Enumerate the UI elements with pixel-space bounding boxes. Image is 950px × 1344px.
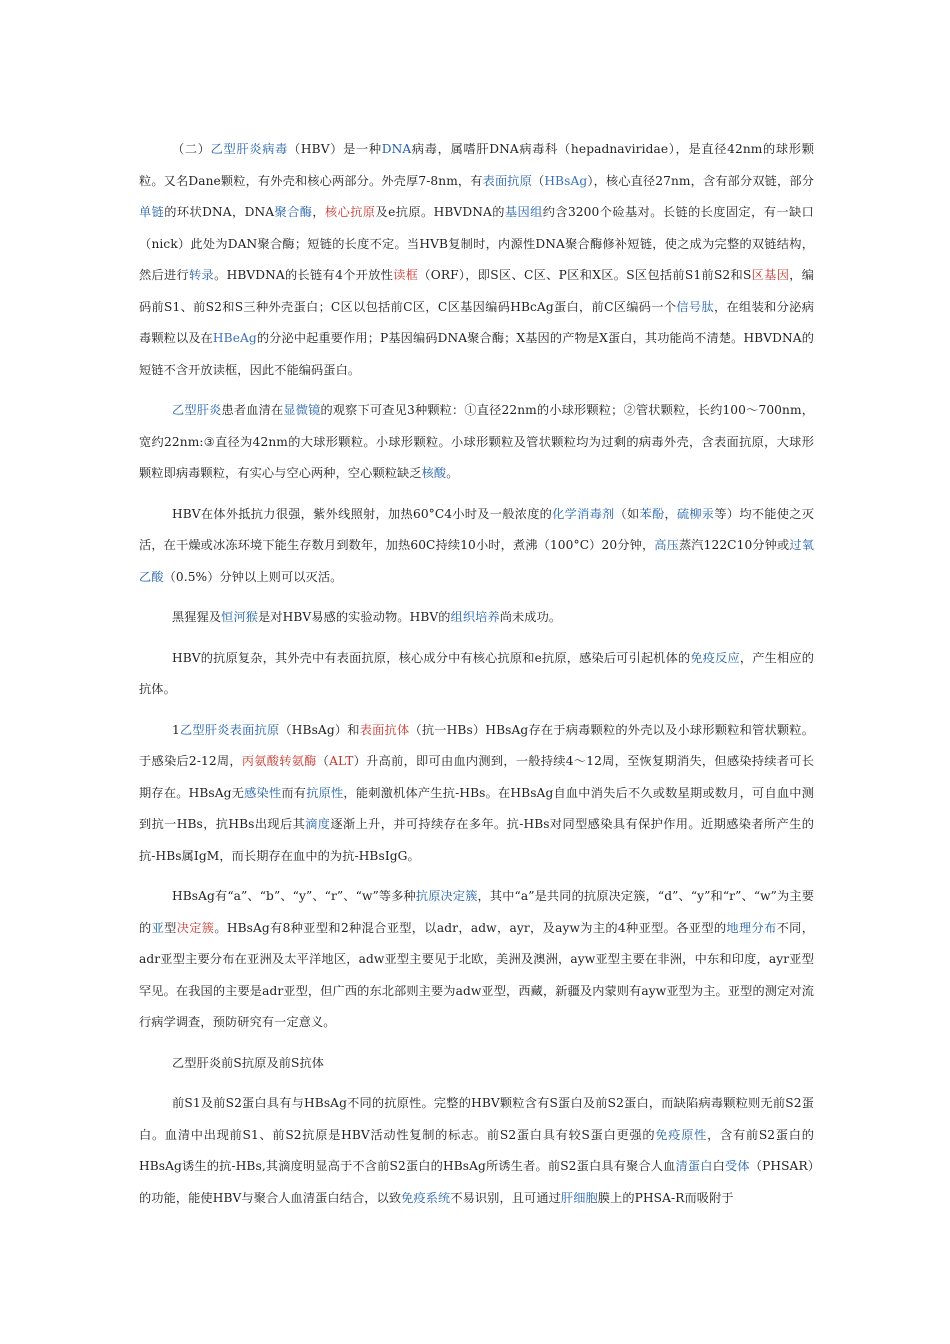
term-link[interactable]: 硫柳汞: [676, 506, 715, 521]
text-run: HBsAg有“a”、“b”、“y”、“r”、“w”等多种: [172, 889, 416, 903]
paragraph-pre-s-heading: [139, 1048, 814, 1080]
text-run: 乙型肝炎前S抗原及前S抗体: [172, 1055, 325, 1070]
term-link[interactable]: 乙型肝炎病毒: [210, 142, 289, 156]
text-run: （HBsAg）和: [279, 722, 360, 737]
text-run: 型: [164, 920, 177, 935]
text-run: 是对HBV易感的实验动物。HBV的: [258, 610, 451, 624]
paragraph-antigens: [139, 643, 814, 706]
term-link[interactable]: 乙型肝炎表面抗原: [179, 722, 280, 737]
paragraph-serum-particles: [139, 395, 814, 490]
text-run: 病毒，属嗜肝DNA病毒科（hepadnaviridae），是直径42nm的球形颗粒。又名Dane颗粒，有外壳和核心两部分。外壳厚7-8nm，有: [139, 142, 814, 188]
term-link[interactable]: 受体: [724, 1159, 750, 1173]
text-run: 患者血清在: [221, 403, 284, 417]
text-run: ，含有前S2蛋白的HBsAg诱生的抗-HBs,其滴度明显高于不含前S2蛋白的HBsAg所诱生者。前S2蛋白具有聚合人血: [139, 1127, 814, 1173]
term-link[interactable]: 免疫原性: [655, 1127, 708, 1142]
text-run: 。HBsAg有8种亚型和2种混合亚型，以adr，adw，ayr，及ayw为主的4种亚型。各亚型的: [214, 920, 727, 935]
term-link[interactable]: 肝细胞: [560, 1190, 598, 1205]
text-run: 而有: [281, 785, 307, 800]
term-link[interactable]: 单链: [139, 205, 165, 219]
text-run: HBV在体外抵抗力很强，紫外线照射，加热60°C4小时及一般浓度的: [172, 506, 553, 521]
text-run: 黑猩猩及: [172, 610, 222, 624]
paragraph-hbv-structure: [139, 134, 814, 386]
text-run: 白: [712, 1159, 725, 1173]
term-link[interactable]: 乙型肝炎: [172, 403, 222, 417]
text-run: 尚未成功。: [499, 610, 562, 624]
term-link[interactable]: ALT: [329, 754, 354, 768]
term-link[interactable]: 聚合酶: [274, 205, 313, 219]
text-run: 的分泌中起重要作用；P基因编码DNA聚合酶；X基因的产物是X蛋白，其功能尚不清楚。HBVDNA的短链不含开放读框，因此不能编码蛋白。: [139, 331, 814, 377]
paragraph-pre-s-proteins: [139, 1088, 814, 1214]
term-link[interactable]: 表面抗原: [482, 173, 532, 188]
text-run: ，在组装和分泌病毒颗粒以及在: [139, 299, 814, 345]
term-link[interactable]: 苯酚: [639, 506, 665, 521]
term-link[interactable]: 滴度: [305, 817, 331, 831]
term-link[interactable]: 转录: [189, 268, 215, 282]
term-link[interactable]: 高压: [654, 538, 679, 552]
term-link[interactable]: 感染性: [244, 785, 282, 800]
text-run: ，编码前S1、前S2和S三种外壳蛋白；C区以包括前C区，C区基因编码HBcAg蛋白，前C区编码一个: [139, 268, 815, 314]
term-link[interactable]: 表面抗体: [359, 722, 410, 737]
term-link[interactable]: HBeAg: [212, 331, 257, 345]
text-run: ，其中“a”是共同的抗原决定簇，“d”、“y”和“r”、“w”为主要的: [139, 889, 815, 935]
text-run: ，: [664, 506, 677, 521]
term-link[interactable]: 信号肽: [676, 299, 714, 314]
term-link[interactable]: 亚: [151, 920, 165, 935]
text-run: 不易识别，且可通过: [450, 1190, 561, 1205]
term-link[interactable]: 丙氨酸转氨酶: [241, 754, 317, 768]
text-run: ，: [312, 205, 325, 219]
text-run: 等）均不能使之灭活，在干燥或冰冻环境下能生存数月到数年，加热60C持续10小时，煮沸（100°C）20分钟，: [139, 506, 814, 552]
text-run: （二）: [172, 142, 211, 156]
text-run: ，能刺激机体产生抗-HBs。在HBsAg自血中消失后不久或数星期或数月，可自血中测到抗一HBs，抗HBs出现后其: [139, 785, 814, 831]
paragraph-subtypes: [139, 881, 814, 1039]
text-run: （0.5%）分钟以上则可以灭活。: [163, 569, 343, 584]
term-link[interactable]: 恒河猴: [221, 610, 259, 624]
term-link[interactable]: 免疫反应: [690, 650, 740, 665]
term-link[interactable]: 免疫系统: [401, 1190, 451, 1205]
term-link[interactable]: 抗原决定簇: [415, 889, 478, 903]
text-run: 1: [172, 722, 180, 737]
text-run: 。HBVDNA的长链有4个开放性: [214, 268, 394, 282]
text-run: （: [316, 754, 330, 768]
term-link[interactable]: 核心抗原: [325, 205, 376, 219]
text-run: 约含3200个硷基对。长链的长度固定，有一缺口（nick）此处为DAN聚合酶；短链的长度不定。当HVB复制时，内源性DNA聚合酶修补短链，使之成为完整的双链结构，然后进行: [139, 205, 814, 282]
text-run: （ORF），即S区、C区、P区和X区。S区包括前S1前S2和S: [418, 268, 752, 282]
text-run: （HBV）是一种: [288, 142, 382, 156]
term-link[interactable]: HBsAg: [544, 173, 588, 188]
text-run: 。: [446, 466, 459, 480]
text-run: HBV的抗原复杂，其外壳中有表面抗原，核心成分中有核心抗原和e抗原，感染后可引起机体的: [172, 650, 691, 665]
text-run: （抗一HBs）HBsAg存在于病毒颗粒的外壳以及小球形颗粒和管状颗粒。于感染后2-12周，: [139, 722, 814, 768]
text-run: （PHSAR）的功能，能使HBV与聚合人血清蛋白结合，以致: [139, 1159, 814, 1205]
term-link[interactable]: 核酸: [421, 466, 447, 480]
text-run: 的环状DNA，DNA: [164, 205, 275, 219]
term-link[interactable]: 组织培养: [450, 610, 500, 624]
paragraph-hbsag-antibody: [139, 715, 814, 873]
text-run: （: [531, 173, 545, 188]
term-link[interactable]: 显微镜: [283, 403, 321, 417]
term-link[interactable]: 清蛋白: [675, 1159, 713, 1173]
text-run: ，产生相应的抗体。: [139, 650, 814, 696]
text-run: 不同，adr亚型主要分布在亚洲及太平洋地区，adw亚型主要见于北欧，美洲及澳洲，ayw亚型主要在非洲，中东和印度，ayr亚型罕见。在我国的主要是adr亚型，但广西的东北部则主要为adw亚型，西藏，新疆及内蒙则有ayw亚型为主。亚型的测定对流行病学调查，预防研究有一定意义。: [139, 920, 815, 1029]
paragraph-resistance: [139, 499, 814, 594]
text-run: 膜上的PHSA-R而吸附于: [597, 1190, 734, 1205]
term-link[interactable]: 区基因: [751, 268, 790, 282]
text-run: ）升高前，即可由血内测到，一般持续4～12周，至恢复期消失，但感染持续者可长期存在。HBsAg无: [139, 754, 814, 800]
text-run: 的观察下可查见3种颗粒：①直径22nm的小球形颗粒；②管状颗粒，长约100～700nm，宽约22nm:③直径为42nm的大球形颗粒。小球形颗粒。小球形颗粒及管状颗粒均为过剩的病毒外壳，含表面抗原，大球形颗粒即病毒颗粒，有实心与空心两种，空心颗粒缺乏: [139, 403, 814, 480]
term-link[interactable]: 读框: [393, 268, 419, 282]
text-run: 逐渐上升，并可持续存在多年。抗-HBs对同型感染具有保护作用。近期感染者所产生的抗-HBs属IgM，而长期存在血中的为抗-HBsIgG。: [139, 817, 814, 863]
term-link[interactable]: 抗原性: [306, 785, 344, 800]
paragraph-animal-model: [139, 602, 814, 634]
term-link[interactable]: 地理分布: [726, 920, 777, 935]
text-run: 前S1及前S2蛋白具有与HBsAg不同的抗原性。完整的HBV颗粒含有S蛋白及前S2蛋白，而缺陷病毒颗粒则无前S2蛋白。血清中出现前S1、前S2抗原是HBV活动性复制的标志。前S2蛋白具有较S蛋白更强的: [139, 1096, 814, 1142]
text-run: ），核心直径27nm，含有部分双链，部分: [587, 173, 814, 188]
term-link[interactable]: 过氧乙酸: [139, 538, 814, 584]
term-link[interactable]: 化学消毒剂: [552, 506, 615, 521]
text-run: 蒸汽122C10分钟或: [678, 538, 790, 552]
text-run: （如: [614, 506, 640, 521]
term-link[interactable]: 基因组: [504, 205, 543, 219]
text-run: 及e抗原。HBVDNA的: [375, 205, 505, 219]
term-link[interactable]: DNA: [381, 142, 412, 156]
term-link[interactable]: 决定簇: [176, 920, 215, 935]
